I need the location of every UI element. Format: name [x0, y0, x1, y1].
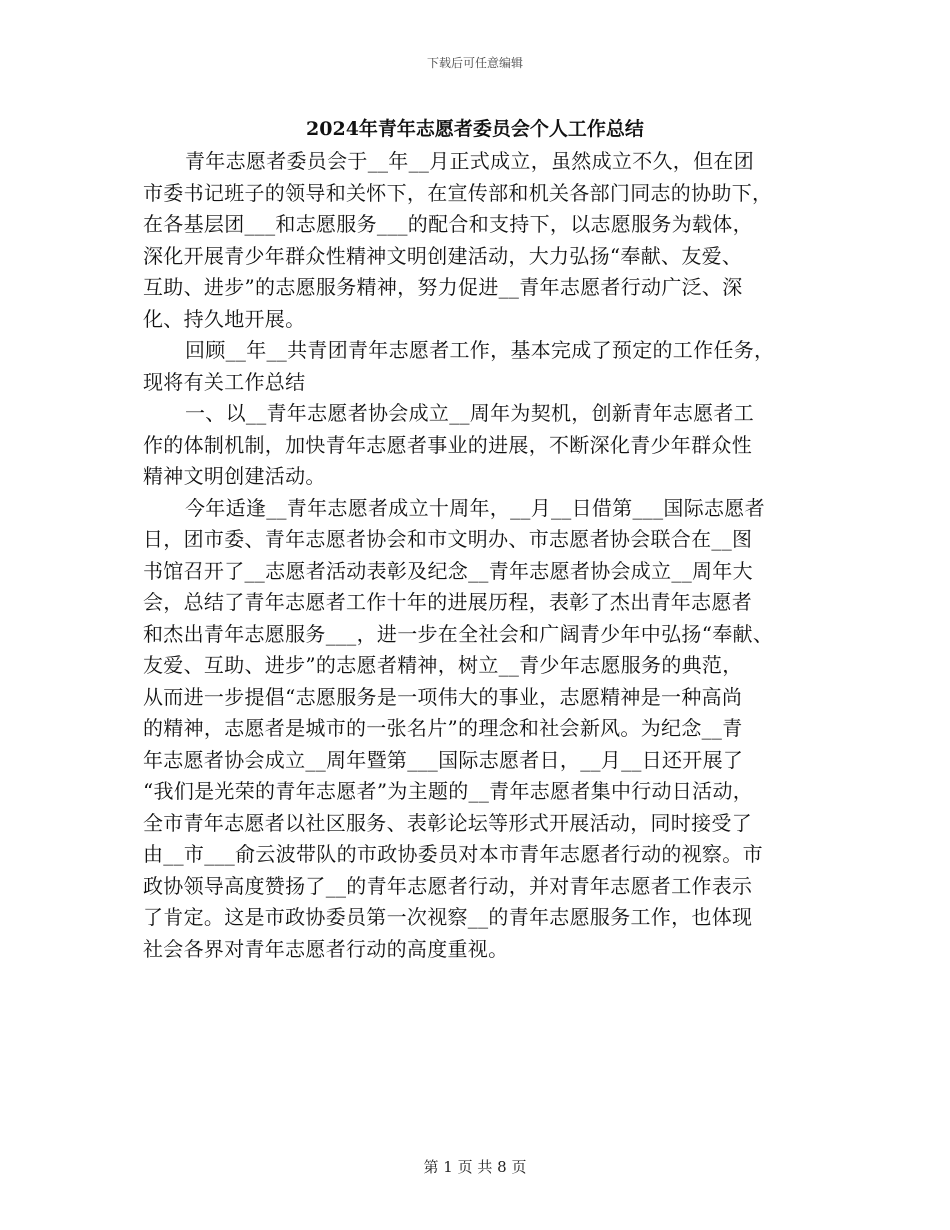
header-note: 下载后可任意编辑 [426, 56, 523, 70]
text-line: 全市青年志愿者以社区服务、表彰论坛等形式开展活动，同时接受了 [143, 810, 752, 835]
text-line: 一、以__青年志愿者协会成立__周年为契机，创新青年志愿者工 [185, 401, 754, 425]
text-line: 了肯定。这是市政协委员第一次视察__的青年志愿服务工作，也体现 [143, 905, 753, 929]
text-line: 从而进一步提倡“志愿服务是一项伟大的事业，志愿精神是一种高尚 [143, 684, 743, 709]
document-title: 2024年青年志愿者委员会个人工作总结 [306, 118, 644, 140]
text-line: 友爱、互助、进步”的志愿者精神，树立__青少年志愿服务的典范， [143, 653, 743, 677]
text-line: 作的体制机制，加快青年志愿者事业的进展，不断深化青少年群众性 [143, 432, 752, 457]
text-line: 日，团市委、青年志愿者协会和市文明办、市志愿者协会联合在__图 [143, 527, 753, 551]
text-line: 深化开展青少年群众性精神文明创建活动，大力弘扬“奉献、友爱、 [143, 243, 743, 268]
text-line: 和杰出青年志愿服务___，进一步在全社会和广阔青少年中弘扬“奉献、 [143, 621, 774, 646]
text-line: 互助、进步”的志愿服务精神，努力促进__青年志愿者行动广泛、深 [143, 275, 743, 299]
text-line: 由__市___俞云波带队的市政协委员对本市青年志愿者行动的视察。市 [143, 842, 763, 866]
text-line: 今年适逢__青年志愿者成立十周年，__月__日借第___国际志愿者 [185, 495, 765, 520]
text-line: 精神文明创建活动。 [143, 464, 326, 488]
text-line: 现将有关工作总结 [143, 369, 306, 394]
page-footer: 第 1 页 共 8 页 [423, 1158, 527, 1176]
text-line: 的精神，志愿者是城市的一张名片”的理念和社会新风。为纪念__青 [143, 716, 743, 740]
text-line: 年志愿者协会成立__周年暨第___国际志愿者日，__月__日还开展了 [143, 747, 744, 772]
text-line: 回顾__年__共青团青年志愿者工作，基本完成了预定的工作任务， [185, 338, 775, 362]
text-line: 社会各界对青年志愿者行动的高度重视。 [143, 936, 509, 961]
document-body [143, 146, 823, 965]
text-line: 会，总结了青年志愿者工作十年的进展历程，表彰了杰出青年志愿者 [143, 590, 752, 614]
text-line: 市委书记班子的领导和关怀下，在宣传部和机关各部门同志的协助下， [143, 180, 773, 205]
text-line: 书馆召开了__志愿者活动表彰及纪念__青年志愿者协会成立__周年大 [143, 558, 753, 583]
text-line: “我们是光荣的青年志愿者”为主题的__青年志愿者集中行动日活动， [143, 779, 754, 803]
text-line: 化、持久地开展。 [143, 306, 306, 331]
text-line: 在各基层团___和志愿服务___的配合和支持下，以志愿服务为载体， [143, 212, 753, 236]
text-line: 青年志愿者委员会于__年__月正式成立，虽然成立不久，但在团 [185, 149, 754, 173]
text-line: 政协领导高度赞扬了__的青年志愿者行动，并对青年志愿者工作表示 [143, 873, 753, 898]
